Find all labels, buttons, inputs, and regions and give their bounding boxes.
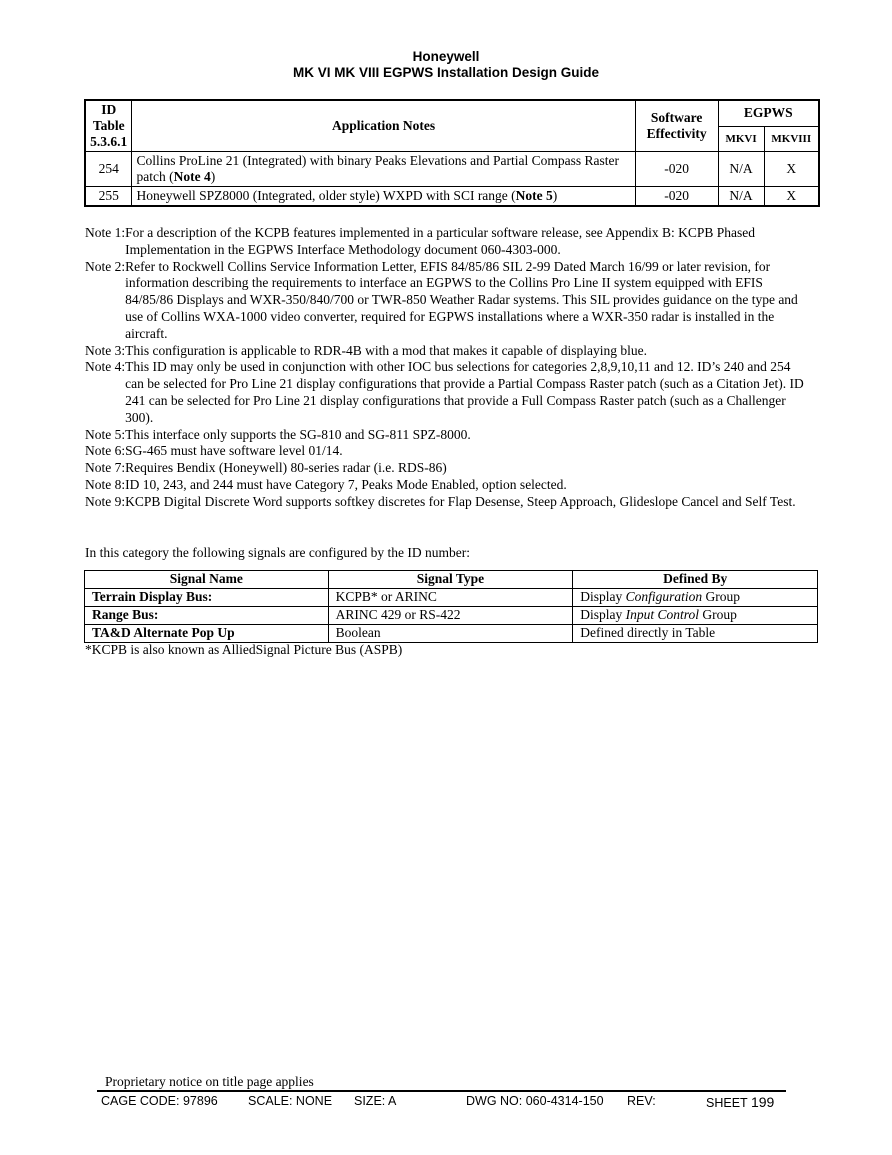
proprietary-notice: Proprietary notice on title page applies [105, 1074, 314, 1089]
row-mkviii: X [764, 152, 819, 187]
signal-type: Boolean [328, 625, 573, 643]
egpws-header: EGPWS [718, 100, 819, 126]
application-notes-header: Application Notes [132, 100, 635, 152]
note-8: Note 8: ID 10, 243, and 244 must have Category 7, Peaks Mode Enabled, option selected. [85, 476, 567, 492]
footer-divider [97, 1090, 786, 1092]
table-row [85, 152, 819, 187]
row-id: 254 [85, 152, 132, 187]
row-application-note: Honeywell SPZ8000 (Integrated, older style) WXPD with SCI range (Note 5) [132, 187, 635, 207]
table-row [85, 187, 819, 207]
signal-defined-by: Display Input Control Group [573, 607, 818, 625]
sheet-number: SHEET 199 [706, 1094, 775, 1110]
note-5: Note 5: This interface only supports the SG-810 and SG-811 SPZ-8000. [85, 426, 471, 442]
table-row [85, 607, 818, 625]
signal-name-header: Signal Name [85, 571, 329, 589]
row-application-note: Collins ProLine 21 (Integrated) with binary Peaks Elevations and Partial Compass Raster patch (Note 4) [132, 152, 635, 187]
signal-name: Terrain Display Bus: [85, 589, 329, 607]
mkvi-header: MKVI [718, 126, 764, 151]
row-mkviii: X [764, 187, 819, 207]
row-software: -020 [635, 187, 718, 207]
revision: REV: [627, 1094, 656, 1108]
mkviii-header: MKVIII [764, 126, 819, 151]
note-1: Note 1: For a description of the KCPB features implemented in a particular software release, see Appendix B: KCPB Phased Implementation in the EGPWS Interface Methodology document 060-4303-000. [85, 225, 755, 257]
signal-type: KCPB* or ARINC [328, 589, 573, 607]
kcpb-footnote: *KCPB is also known as AlliedSignal Picture Bus (ASPB) [85, 642, 403, 657]
note-9: Note 9: KCPB Digital Discrete Word supports softkey discretes for Flap Desense, Steep Approach, Glideslope Cancel and Self Test. [85, 493, 796, 509]
signal-type-header: Signal Type [328, 571, 573, 589]
signal-name: TA&D Alternate Pop Up [85, 625, 329, 643]
table-row [85, 589, 818, 607]
row-id: 255 [85, 187, 132, 207]
note-4: Note 4: This ID may only be used in conjunction with other IOC bus selections for categories 2,8,9,10,11 and 12. ID’s 240 and 254 can be selected for Pro Line 21 display configurations that provide a Partial Compass Raster patch (such as a Citation Jet). ID 241 can be selected for Pro Line 21 display configurations that provide a Full Compass Raster patch (such as a Challenger 300). [85, 359, 804, 425]
note-2: Note 2: Refer to Rockwell Collins Service Information Letter, EFIS 84/85/86 SIL 2-99 Dated March 16/99 or later revision, for information describing the requirements to interface an EGPWS to the Collins Pro Line II system equipped with EFIS 84/85/86 Displays and WXR-350/840/700 or TWR-850 Weather Radar systems. This SIL provides guidance on the type and use of Collins WXA-1000 video converter, required for EGPWS installations where a WXR-350 radar is installed in the aircraft. [85, 258, 798, 341]
drawing-number: DWG NO: 060-4314-150 [466, 1094, 604, 1108]
signal-defined-by: Display Configuration Group [573, 589, 818, 607]
row-mkvi: N/A [718, 187, 764, 207]
signal-type: ARINC 429 or RS-422 [328, 607, 573, 625]
cage-code: CAGE CODE: 97896 [101, 1094, 218, 1108]
note-6: Note 6: SG-465 must have software level 01/14. [85, 443, 343, 459]
table-row [85, 625, 818, 643]
defined-by-header: Defined By [573, 571, 818, 589]
notes-list [85, 225, 805, 511]
header-company: Honeywell [412, 49, 480, 64]
category-intro-text: In this category the following signals are configured by the ID number: [85, 545, 471, 560]
signal-name: Range Bus: [85, 607, 329, 625]
signal-defined-by: Defined directly in Table [573, 625, 818, 643]
software-effectivity-header: Software Effectivity [635, 100, 718, 152]
row-mkvi: N/A [718, 152, 764, 187]
id-table-header: ID Table 5.3.6.1 [85, 100, 132, 152]
header-title: MK VI MK VIII EGPWS Installation Design Guide [292, 65, 600, 80]
row-software: -020 [635, 152, 718, 187]
note-3: Note 3: This configuration is applicable to RDR-4B with a mod that makes it capable of displaying blue. [85, 342, 648, 358]
scale: SCALE: NONE [248, 1094, 333, 1108]
application-notes-table [84, 99, 820, 207]
size: SIZE: A [354, 1094, 397, 1108]
signal-table [84, 570, 818, 643]
note-7: Note 7: Requires Bendix (Honeywell) 80-series radar (i.e. RDS-86) [85, 460, 447, 476]
